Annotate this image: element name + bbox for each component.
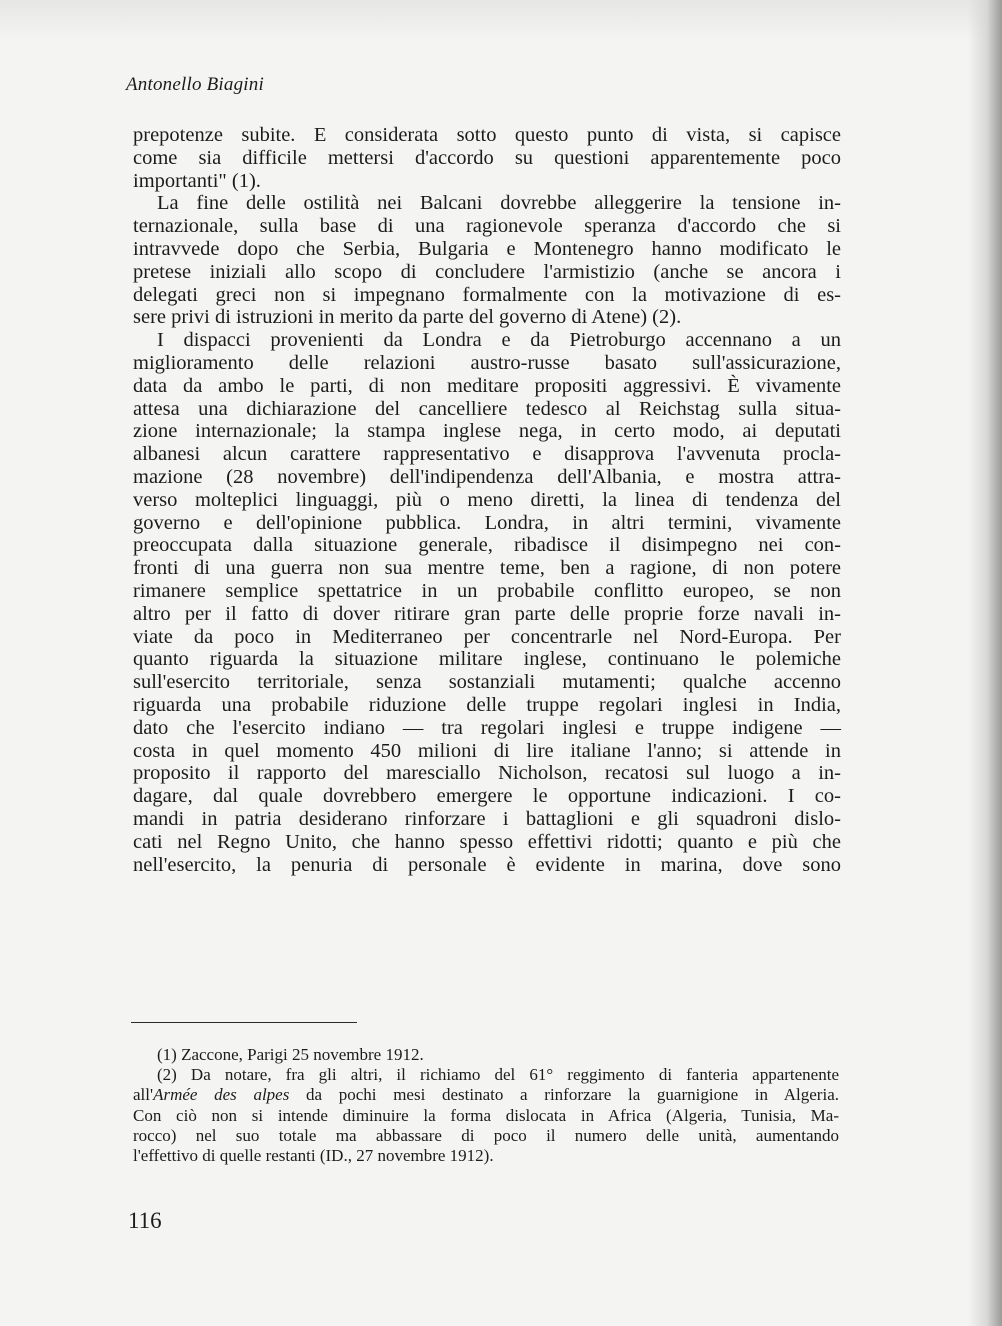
scan-shadow-top [0, 0, 1002, 40]
text-line: costa in quel momento 450 milioni di lire italiane l'anno; si attende in [133, 739, 841, 762]
running-head: Antonello Biagini [126, 74, 264, 95]
footnote-2-after: da pochi mesi destinato a rinforzare la guarnigione in Algeria. [289, 1085, 839, 1105]
footnote-2-prefix: all' [133, 1085, 154, 1105]
footnote-2-line: rocco) nel suo totale ma abbassare di poco il numero delle unità, aumentando [133, 1125, 839, 1145]
text-line: altro per il fatto di dover ritirare gran parte delle proprie forze navali in- [133, 602, 841, 625]
footnote-2-italic-title: Armée des alpes [153, 1085, 290, 1105]
text-line: governo e dell'opinione pubblica. Londra, in altri termini, vivamente [133, 511, 841, 534]
text-line: cati nel Regno Unito, che hanno spesso effettivi ridotti; quanto e più che [133, 830, 841, 853]
text-line: I dispacci provenienti da Londra e da Pietroburgo accennano a un [157, 329, 841, 352]
text-line: dagare, dal quale dovrebbero emergere le opportune indicazioni. I co- [133, 785, 841, 808]
footnote-rule [131, 1022, 357, 1023]
text-line: attesa una dichiarazione del cancelliere tedesco al Reichstag sulla situa- [133, 397, 841, 420]
text-line: ternazionale, sulla base di una ragionevole speranza d'accordo che si [133, 215, 841, 238]
text-line: proposito il rapporto del maresciallo Nicholson, recatosi sul luogo a in- [133, 762, 841, 785]
text-line: prepotenze subite. E considerata sotto questo punto di vista, si capisce [133, 124, 841, 146]
text-line: importanti" (1). [133, 169, 261, 192]
text-line: pretese iniziali allo scopo di concludere l'armistizio (anche se ancora i [133, 260, 841, 283]
text-line: delegati greci non si impegnano formalmente con la motivazione di es- [133, 283, 841, 306]
text-line: nell'esercito, la penuria di personale è evidente in marina, dove sono [133, 853, 841, 876]
footnote-2-line: l'effettivo di quelle restanti (ID., 27 novembre 1912). [133, 1146, 494, 1166]
text-line: viate da poco in Mediterraneo per concentrarle nel Nord-Europa. Per [133, 625, 841, 648]
text-line: rimanere semplice spettatrice in un probabile conflitto europeo, se non [133, 579, 841, 602]
text-line: mazione (28 novembre) dell'indipendenza dell'Albania, e mostra attra- [133, 465, 841, 488]
scan-shadow-right [968, 0, 1002, 1326]
text-line: sere privi di istruzioni in merito da parte del governo di Atene) (2). [133, 306, 682, 329]
text-line: data da ambo le parti, di non meditare propositi aggressivi. È vivamente [133, 374, 841, 397]
footnote-2-line: Con ciò non si intende diminuire la forma dislocata in Africa (Algeria, Tunisia, Ma- [133, 1105, 839, 1125]
text-line: miglioramento delle relazioni austro-russe basato sull'assicurazione, [133, 351, 841, 374]
text-line: fronti di una guerra non sua mentre teme, ben a ragione, di non potere [133, 557, 841, 580]
text-line: verso molteplici linguaggi, più o meno diretti, la linea di tendenza del [133, 488, 841, 511]
text-line: dato che l'esercito indiano — tra regolari inglesi e truppe indigene — [133, 716, 841, 739]
footnotes [133, 1045, 839, 1166]
text-line: intravvede dopo che Serbia, Bulgaria e Montenegro hanno modificato le [133, 237, 841, 260]
page-number: 116 [128, 1208, 162, 1233]
footnote-2-line: (2) Da notare, fra gli altri, il richiamo del 61° reggimento di fanteria appartenente [157, 1065, 839, 1085]
text-line: riguarda una probabile riduzione delle truppe regolari inglesi in India, [133, 693, 841, 716]
text-line: quanto riguarda la situazione militare inglese, continuano le polemiche [133, 648, 841, 671]
text-line: albanesi alcun carattere rappresentativo e disapprova l'avvenuta procla- [133, 443, 841, 466]
footnote-1: (1) Zaccone, Parigi 25 novembre 1912. [157, 1045, 424, 1064]
text-line: La fine delle ostilità nei Balcani dovrebbe alleggerire la tensione in- [157, 192, 841, 215]
text-line: come sia difficile mettersi d'accordo su questioni apparentemente poco [133, 146, 841, 169]
text-line: sull'esercito territoriale, senza sostanziali mutamenti; qualche accenno [133, 671, 841, 694]
body-text [133, 124, 841, 876]
text-line: preoccupata dalla situazione generale, ribadisce il disimpegno nei con- [133, 534, 841, 557]
text-line: zione internazionale; la stampa inglese nega, in certo modo, ai deputati [133, 420, 841, 443]
text-line: mandi in patria desiderano rinforzare i battaglioni e gli squadroni dislo- [133, 807, 841, 830]
footnote-2-line [133, 1085, 839, 1105]
